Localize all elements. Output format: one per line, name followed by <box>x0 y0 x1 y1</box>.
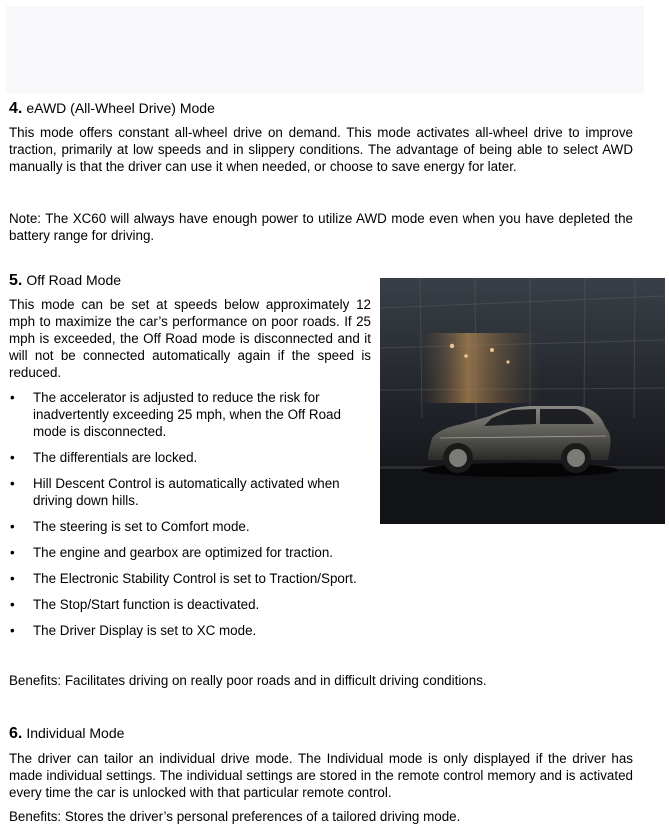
section-6-heading <box>9 724 124 743</box>
top-blank-panel <box>6 6 644 93</box>
section-6-benefits: Benefits: Stores the driver’s personal preferences of a tailored driving mode. <box>9 809 461 824</box>
bullet-icon: • <box>10 545 15 560</box>
section-4-note: Note: The XC60 will always have enough power to utilize AWD mode even when you have depleted the battery range for driving. <box>9 211 633 243</box>
section-6-number: 6. <box>9 725 23 742</box>
section-4-title: eAWD (All-Wheel Drive) Mode <box>26 100 215 116</box>
section-6-title: Individual Mode <box>26 725 125 741</box>
list-item: • Hill Descent Control is automatically activated when driving down hills. <box>10 476 340 508</box>
section-5-title: Off Road Mode <box>26 272 122 288</box>
list-item: • The accelerator is adjusted to reduce the risk for inadvertently exceeding 25 mph, when the Off Road mode is disconnected. <box>10 390 341 439</box>
list-item: • The differentials are locked. <box>10 450 198 465</box>
list-item: • The steering is set to Comfort mode. <box>10 519 250 534</box>
bullet-icon: • <box>10 597 15 612</box>
list-item: • The Driver Display is set to XC mode. <box>10 623 257 638</box>
interior-glow <box>420 333 540 403</box>
section-6-body: The driver can tailor an individual drive mode. The Individual mode is only displayed if the driver has made individual settings. The individual settings are stored in the remote control memory and is activated every time the car is unlocked with that particular remote control. <box>9 751 633 800</box>
section-4-heading <box>9 99 215 118</box>
bullet-icon: • <box>10 390 15 405</box>
section-4-number: 4. <box>9 100 23 117</box>
section-5-number: 5. <box>9 272 23 289</box>
bullet-icon: • <box>10 476 15 491</box>
bullet-icon: • <box>10 571 15 586</box>
bullet-icon: • <box>10 623 15 638</box>
section-5-benefits: Benefits: Facilitates driving on really poor roads and in difficult driving conditions. <box>9 673 487 688</box>
list-item: • The Stop/Start function is deactivated. <box>10 597 260 612</box>
section-4-body: This mode offers constant all-wheel drive on demand. This mode activates all-wheel drive to improve traction, primarily at low speeds and in slippery conditions. The advantage of being able to select AWD manually is that the driver can use it when needed, or choose to save energy for later. <box>9 125 633 174</box>
bullet-icon: • <box>10 519 15 534</box>
section-5-heading <box>9 271 121 290</box>
off-road-feature-list <box>9 389 389 648</box>
section-5-body: This mode can be set at speeds below approximately 12 mph to maximize the car’s performance on poor roads. If 25 mph is exceeded, the Off Road mode is disconnected and it will not be connected automatically again if the speed is reduced. <box>9 297 371 380</box>
list-item: • The engine and gearbox are optimized for traction. <box>10 545 333 560</box>
list-item: • The Electronic Stability Control is set to Traction/Sport. <box>10 571 357 586</box>
car-photo <box>380 278 665 524</box>
bullet-icon: • <box>10 450 15 465</box>
